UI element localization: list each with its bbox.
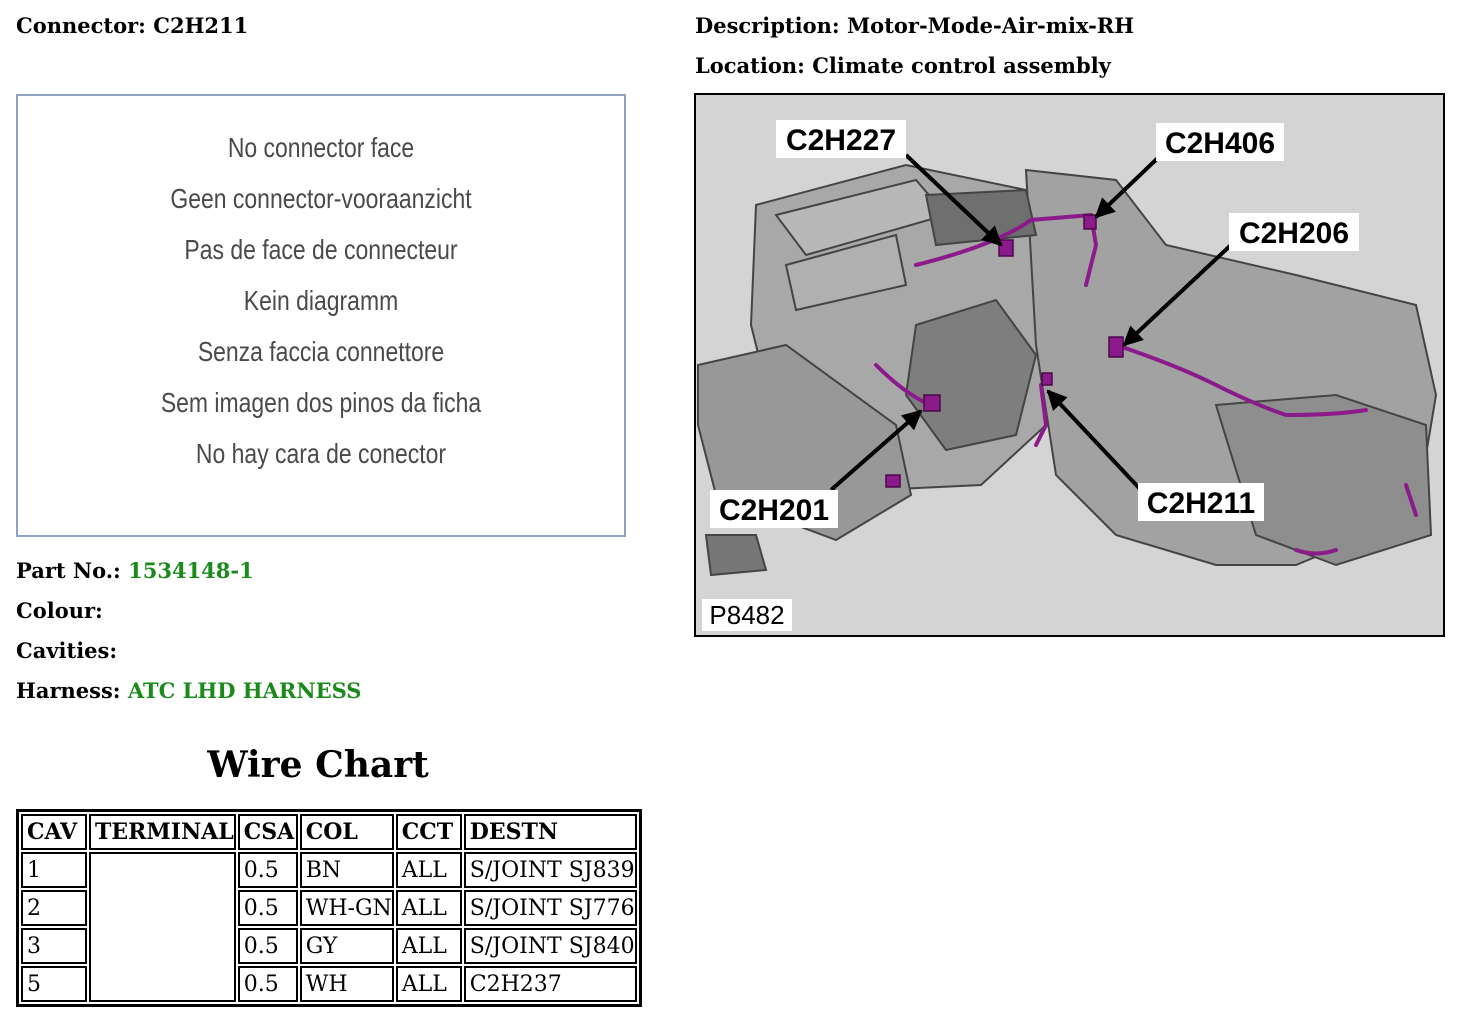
harness-row [16,678,361,703]
description-label: Description: [695,13,840,38]
header-col: COL [300,814,394,850]
connector-face-placeholder [16,94,626,537]
harness-label: Harness: [16,678,121,703]
no-face-message-list [18,132,624,489]
cell-col: GY [300,928,394,964]
wire-chart-table [16,809,642,1007]
description-heading [695,13,1134,38]
description-value: Motor-Mode-Air-mix-RH [846,13,1135,38]
header-csa: CSA [238,814,298,850]
no-face-message: Senza faccia connettore [197,336,445,367]
cell-cav: 5 [21,966,87,1002]
colour-label: Colour: [16,598,103,623]
cell-cav: 1 [21,852,87,888]
header-cct: CCT [396,814,462,850]
cell-cav: 2 [21,890,87,926]
cavities-row [16,638,117,663]
cell-col: WH-GN [300,890,394,926]
callout-label: C2H406 [1164,127,1276,160]
cell-cct: ALL [396,852,462,888]
no-face-message: Kein diagramm [243,285,399,316]
colour-row [16,598,103,623]
harness-link[interactable]: ATC LHD HARNESS [127,678,362,703]
cell-cav: 3 [21,928,87,964]
wire-chart-row [21,852,637,888]
cell-destn: C2H237 [464,966,637,1002]
cell-cct: ALL [396,966,462,1002]
connector-label: Connector: [16,13,146,38]
no-face-message: Geen connector-vooraanzicht [170,183,472,214]
climate-assembly-drawing [696,95,1443,635]
cell-terminal [89,852,236,1002]
wire-chart-header-row [21,814,637,850]
cell-csa: 0.5 [238,890,298,926]
location-heading [695,53,1111,78]
callout-label: C2H206 [1238,217,1350,250]
no-face-message: Pas de face de connecteur [184,234,458,265]
part-number-row [16,558,254,583]
cell-col: WH [300,966,394,1002]
connector-location-illustration [694,93,1445,637]
no-face-message: No hay cara de conector [195,438,447,469]
no-face-message: No connector face [227,132,415,163]
figure-reference: P8482 [709,600,785,630]
cavities-label: Cavities: [16,638,118,663]
cell-csa: 0.5 [238,852,298,888]
connector-heading [16,13,248,38]
callout-label: C2H227 [785,124,897,157]
header-destn: DESTN [464,814,637,850]
cell-destn: S/JOINT SJ839 [464,852,637,888]
header-terminal: TERMINAL [89,814,236,850]
cell-cct: ALL [396,890,462,926]
callout-label: C2H201 [718,494,830,527]
cell-csa: 0.5 [238,966,298,1002]
part-number-label: Part No.: [16,558,121,583]
header-cav: CAV [21,814,87,850]
cell-col: BN [300,852,394,888]
wire-chart-title: Wire Chart [207,744,429,786]
cell-cct: ALL [396,928,462,964]
part-number-link[interactable]: 1534148-1 [128,558,254,583]
connector-id: C2H211 [153,13,249,38]
cell-destn: S/JOINT SJ840 [464,928,637,964]
location-label: Location: [695,53,805,78]
callout-label: C2H211 [1146,487,1256,520]
no-face-message: Sem imagen dos pinos da ficha [160,387,482,418]
cell-destn: S/JOINT SJ776 [464,890,637,926]
cell-csa: 0.5 [238,928,298,964]
location-value: Climate control assembly [812,53,1111,78]
